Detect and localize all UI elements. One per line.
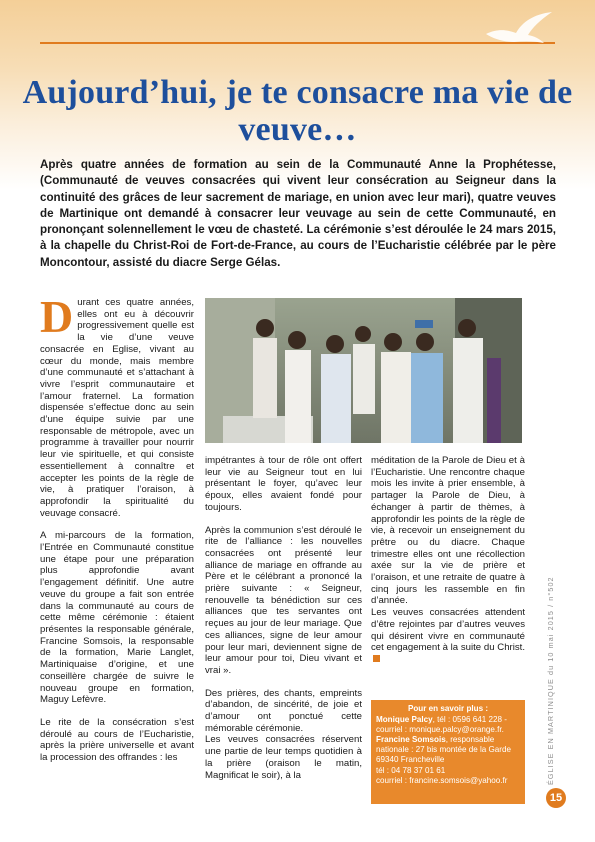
page-number: 15 xyxy=(546,788,566,808)
dove-icon xyxy=(478,8,558,48)
paragraph: A mi-parcours de la formation, l’Entrée en Communauté constitue une étape pour une préparation plus approfondie avant l’engagement définitif. Une autre veuve du groupe a fait son entrée dans la communauté au cours de cette même cérémonie : étaient présentes la responsable générale, Francine Somsois, la responsable de la formation, Marie Langlet, Martiniquaise d’origine, et une conseillère chargée de suivre le nouveau groupe en formation, Maguy Lefèvre. xyxy=(40,530,194,706)
article-column-1 xyxy=(40,291,194,764)
contact-address: 69340 Francheville xyxy=(376,755,445,765)
contact-phone: tél : 04 78 37 01 61 xyxy=(376,765,446,775)
contact-name: Monique Palcy xyxy=(376,715,433,725)
paragraph: Durant ces quatre années, elles ont eu à découvrir progressivement quelle est la vie d’une veuve consacrée en Eglise, vivant au cœur du monde, mais membre d’une communauté et s’attachant à vivre l’esprit communautaire et l’amour fraternel. La formation dispensée s’effectue donc au sein d’une équipe suivie par une responsable de métropole, avec un programme à travailler pour nourrir leur vie spirituelle, et qui consiste essentiellement à connaître et accepter les points de la règle de vie, à pratiquer l’oraison, à approfondir la spiritualité du veuvage consacré. xyxy=(40,291,194,519)
article-title: Aujourd’hui, je te consacre ma vie de veuve… xyxy=(22,74,573,148)
contact-role: , responsable xyxy=(445,735,495,745)
contact-name: Francine Somsois xyxy=(376,735,446,745)
paragraph: Le rite de la consécration s’est déroulé au cours de l’Eucharistie, après la prière universelle et avant la procession des offrandes : les xyxy=(40,716,194,764)
article-column-2 xyxy=(205,455,362,781)
paragraph: Les veuves consacrées réservent une partie de leur temps quotidien à la prière (oraison le matin, Magnificat le soir), à la xyxy=(205,734,362,781)
paragraph: méditation de la Parole de Dieu et à l’Eucharistie. Une rencontre chaque mois les invite à prier ensemble, à partager la Parole de Dieu, à échanger à partir de thèmes, à approfondir les points de la règle de vie, à recevoir un enseignement du prêtre ou du diacre. Chaque trimestre elles ont une récollection axée sur la vie de prière et l’oraison, et une retraite de quatre à cinq jours les rassemble en fin d’année. xyxy=(371,455,525,607)
contact-email[interactable]: courriel : francine.somsois@yahoo.fr xyxy=(376,775,508,785)
article-column-3 xyxy=(371,455,525,666)
issue-reference: ÉGLISE EN MARTINIQUE du 10 mai 2015 / n°502 xyxy=(546,576,555,785)
paragraph: Les veuves consacrées attendent d’être rejointes par d’autres veuves qui désirent vivre en communauté cet engagement à la suite du Christ. xyxy=(371,607,525,666)
ceremony-photo xyxy=(205,298,522,443)
article-lead: Après quatre années de formation au sein de la Communauté Anne la Prophétesse, (Communauté de veuves consacrées qui vivent leur consécration au Seigneur dans la continuité des grâces de leur sacrement de mariage, en union avec leur mari), quatre veuves de Martinique ont demandé à consacrer leur veuvage au sein de cette Communauté, en prononçant solennellement le vœu de chasteté. La cérémonie s’est déroulée le 24 mars 2015, à la chapelle du Christ-Roi de Fort-de-France, au cours de l’Eucharistie célébrée par le père Moncontour, assisté du diacre Serge Gélas. xyxy=(40,158,556,269)
contact-box xyxy=(371,700,525,804)
contact-phone: , tél : 0596 641 228 - xyxy=(432,715,507,725)
paragraph: Après la communion s’est déroulé le rite de l’alliance : les nouvelles consacrées ont présenté leur alliance de mariage en offrande au Père et le célébrant a prononcé la prière suivante : « Seigneur, renouvelle ta bénédiction sur ces alliances que tes servantes ont reçues au jour de leur mariage. Que ces alliances, signe de leur amour pour leur mari, deviennent signe de leur amour pour toi, Dieu vivant et vrai ». xyxy=(205,524,362,676)
contact-email[interactable]: courriel : monique.palcy@orange.fr. xyxy=(376,725,504,735)
contact-box-heading: Pour en savoir plus : xyxy=(407,704,489,713)
paragraph: Des prières, des chants, empreints d’abandon, de sincérité, de joie et d’amour ont ponctué cette mémorable cérémonie. xyxy=(205,687,362,734)
paragraph: impétrantes à tour de rôle ont offert leur vie au Seigneur tout en lui présentant le foyer, qu’avec leur époux, elles avaient fondé pour toujours. xyxy=(205,455,362,513)
contact-address: nationale : 27 bis montée de la Garde xyxy=(376,745,511,755)
drop-cap: D xyxy=(40,291,74,342)
square-end-mark-icon xyxy=(373,655,380,662)
